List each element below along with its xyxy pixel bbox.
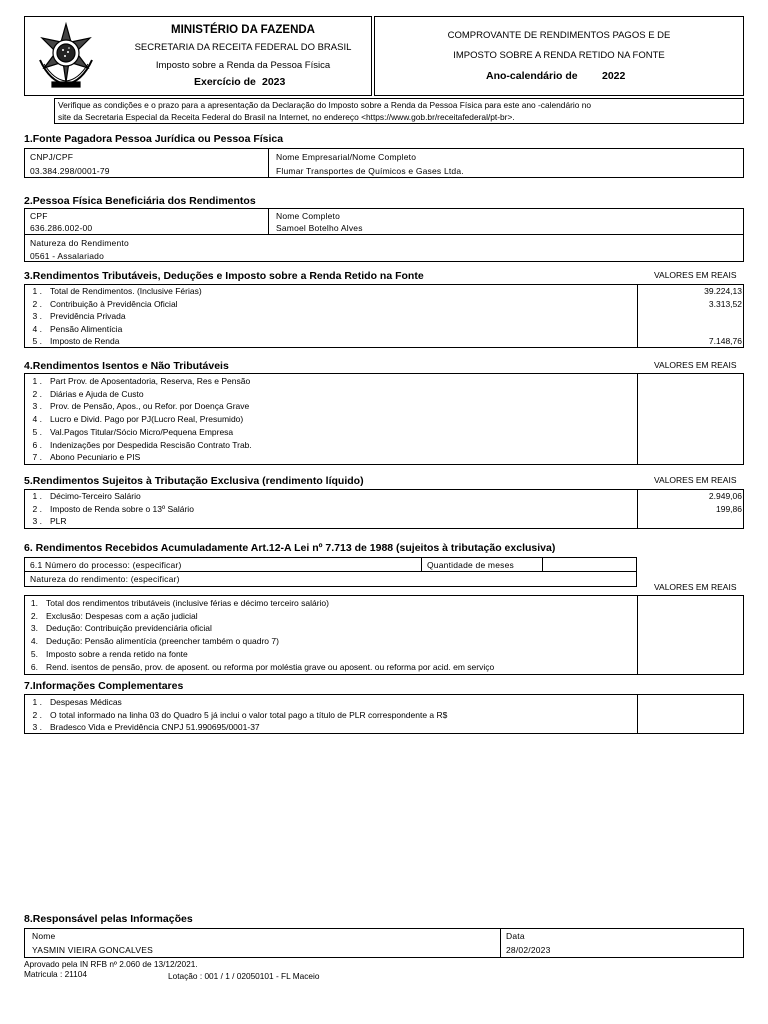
row-number: 2 . (32, 388, 42, 399)
row-label: Rend. isentos de pensão, prov. de aposent. ou reforma por moléstia grave ou aposent. ou reforma por acid. em serviço (46, 661, 495, 672)
row-amount: 3.313,52 (708, 298, 742, 309)
beneficiary-name-value: Samoel Botelho Alves (276, 223, 363, 233)
exempt-income-row (24, 427, 233, 440)
exempt-income-row (24, 414, 243, 427)
location-note: Lotação : 001 / 1 / 02050101 - FL Maceio (168, 971, 320, 981)
row-number: 6. (30, 661, 38, 672)
row-label: Prov. de Pensão, Apos., ou Refor. por Doença Grave (50, 401, 250, 412)
ministry-title: MINISTÉRIO DA FAZENDA (171, 24, 315, 36)
calendar-year: 2022 (602, 70, 626, 82)
section-7-divider (637, 694, 638, 734)
row-number: 5. (30, 648, 38, 659)
row-label: Imposto de Renda sobre o 13º Salário (50, 503, 194, 514)
cnpj-label: CNPJ/CPF (30, 152, 74, 162)
months-label: Quantidade de meses (427, 560, 514, 570)
row-label: Abono Pecuniario e PIS (50, 452, 141, 463)
section-1-title: 1.Fonte Pagadora Pessoa Jurídica ou Pessoa Física (24, 133, 284, 145)
cpf-value: 636.286.002-00 (30, 223, 93, 233)
row-number: 2. (30, 610, 38, 621)
exercise-label: Exercício de (194, 76, 256, 88)
row-number: 5 . (32, 426, 42, 437)
section-3-title: 3.Rendimentos Tributáveis, Deduções e Imposto sobre a Renda Retido na Fonte (24, 270, 424, 282)
section-6-months-divider-1 (421, 557, 422, 571)
section-7-title: 7.Informações Complementares (24, 680, 184, 692)
row-number: 6 . (32, 439, 42, 450)
notice-line-1: Verifique as condições e o prazo para a apresentação da Declaração do Imposto sobre a Renda da Pessoa Física para este ano -calendário no (58, 100, 592, 110)
nature-label: Natureza do Rendimento (30, 238, 129, 248)
row-number: 4. (30, 636, 38, 647)
section-4-values-label: VALORES EM REAIS (654, 360, 737, 370)
company-name-value: Flumar Transportes de Químicos e Gases Ltda. (276, 166, 464, 176)
taxable-income-row (24, 299, 178, 312)
coat-of-arms-icon (30, 20, 102, 92)
date-label: Data (506, 931, 525, 941)
process-number-label: 6.1 Número do processo: (especificar) (30, 560, 182, 570)
section-8-title: 8.Responsável pelas Informações (24, 913, 193, 925)
row-label: Bradesco Vida e Previdência CNPJ 51.990695/0001-37 (50, 722, 260, 732)
row-number: 4 . (32, 414, 42, 425)
calendar-label: Ano-calendário de (486, 70, 578, 82)
section-2-row-divider (24, 234, 744, 235)
row-amount: 199,86 (716, 503, 742, 514)
exercise-year: 2023 (262, 76, 286, 88)
row-label: Total de Rendimentos. (Inclusive Férias) (50, 286, 202, 296)
exempt-income-row (24, 401, 249, 414)
row-number: 1. (30, 598, 38, 608)
row-label: Contribuição à Previdência Oficial (50, 298, 178, 309)
exclusive-tax-row (24, 504, 194, 517)
doc-title-line-1: COMPROVANTE DE RENDIMENTOS PAGOS E DE (447, 30, 671, 41)
row-number: 5 . (32, 336, 42, 346)
cpf-label: CPF (30, 211, 48, 221)
accumulated-income-row (20, 636, 279, 649)
exempt-income-row (24, 452, 140, 465)
row-label: Exclusão: Despesas com a ação judicial (46, 610, 198, 621)
accumulated-income-row (20, 623, 212, 636)
row-number: 1 . (32, 697, 42, 707)
complementary-info-row (24, 722, 260, 735)
complementary-info-row (24, 710, 447, 723)
section-6-months-divider-2 (542, 557, 543, 571)
row-label: Pensão Alimentícia (50, 323, 123, 334)
row-label: Indenizações por Despedida Rescisão Contrato Trab. (50, 439, 252, 450)
section-2-divider (268, 208, 269, 234)
section-2-title: 2.Pessoa Física Beneficiária dos Rendimentos (24, 195, 256, 207)
section-4-title: 4.Rendimentos Isentos e Não Tributáveis (24, 360, 229, 372)
row-number: 1 . (32, 376, 42, 386)
cnpj-value: 03.384.298/0001-79 (30, 166, 110, 176)
row-label: Lucro e Divid. Pago por PJ(Lucro Real, Presumido) (50, 414, 244, 425)
exempt-income-row (24, 376, 250, 389)
section-4-divider (637, 373, 638, 465)
doc-title-line-2: IMPOSTO SOBRE A RENDA RETIDO NA FONTE (453, 50, 665, 61)
row-label: Val.Pagos Titular/Sócio Micro/Pequena Empresa (50, 426, 234, 437)
company-name-label: Nome Empresarial/Nome Completo (276, 152, 417, 162)
row-label: Previdência Privada (50, 311, 126, 321)
row-label: Despesas Médicas (50, 697, 122, 707)
row-number: 2 . (32, 503, 42, 514)
row-amount: 2.949,06 (708, 491, 742, 501)
row-label: Part Prov. de Aposentadoria, Reserva, Res e Pensão (50, 376, 251, 386)
responsible-name-label: Nome (32, 931, 56, 941)
tax-name: Imposto sobre a Renda da Pessoa Física (155, 60, 331, 71)
section-3-divider (637, 284, 638, 348)
taxable-income-row (24, 311, 126, 324)
accumulated-nature-label: Natureza do rendimento: (especificar) (30, 574, 180, 584)
section-5-values-label: VALORES EM REAIS (654, 475, 737, 485)
notice-line-2: site da Secretaria Especial da Receita Federal do Brasil na Internet, no endereço <https://www.gob.br/receitafederal/pt-br>. (58, 112, 515, 122)
row-number: 3 . (32, 401, 42, 412)
section-1-divider (268, 148, 269, 178)
row-amount: 39.224,13 (704, 286, 742, 296)
row-number: 3 . (32, 311, 42, 321)
row-number: 2 . (32, 298, 42, 309)
row-number: 3 . (32, 516, 42, 526)
taxable-income-row (24, 286, 202, 299)
section-5-title: 5.Rendimentos Sujeitos à Tributação Exclusiva (rendimento líquido) (24, 475, 364, 487)
row-number: 1 . (32, 286, 42, 296)
row-number: 4 . (32, 323, 42, 334)
section-2-box (24, 208, 744, 262)
section-6-values-label: VALORES EM REAIS (654, 582, 737, 592)
taxable-income-row (24, 336, 119, 349)
beneficiary-name-label: Nome Completo (276, 211, 341, 221)
exempt-income-row (24, 440, 252, 453)
section-6-process-divider (24, 571, 637, 572)
row-number: 3. (30, 623, 38, 634)
row-label: Dedução: Contribuição previdenciária oficial (46, 623, 212, 634)
section-6-title: 6. Rendimentos Recebidos Acumuladamente Art.12-A Lei nº 7.713 de 1988 (sujeitos à tributação exclusiva) (24, 542, 556, 554)
taxable-income-row (24, 324, 122, 337)
section-8-divider (500, 928, 501, 958)
approval-note: Aprovado pela IN RFB nº 2.060 de 13/12/2021. (24, 959, 198, 969)
exclusive-tax-row (24, 516, 67, 529)
accumulated-income-row (20, 662, 494, 675)
row-amount: 7.148,76 (708, 336, 742, 346)
exempt-income-row (24, 389, 144, 402)
exclusive-tax-row (24, 491, 141, 504)
nature-value: 0561 - Assalariado (30, 251, 105, 261)
secretariat-name: SECRETARIA DA RECEITA FEDERAL DO BRASIL (134, 42, 352, 53)
row-number: 2 . (32, 709, 42, 720)
row-label: Total dos rendimentos tributáveis (inclusive férias e décimo terceiro salário) (46, 598, 329, 608)
row-number: 1 . (32, 491, 42, 501)
row-label: Imposto sobre a renda retido na fonte (46, 648, 188, 659)
accumulated-income-row (20, 611, 198, 624)
section-6-divider (637, 595, 638, 675)
row-label: PLR (50, 516, 67, 526)
section-5-divider (637, 489, 638, 529)
row-label: Diárias e Ajuda de Custo (50, 388, 144, 399)
row-number: 7 . (32, 452, 42, 463)
section-3-values-label: VALORES EM REAIS (654, 270, 737, 280)
accumulated-income-row (20, 649, 188, 662)
row-label: Dedução: Pensão alimentícia (preencher também o quadro 7) (46, 636, 279, 647)
responsible-name-value: YASMIN VIEIRA GONCALVES (32, 945, 153, 955)
registration-note: Matricula : 21104 (24, 969, 88, 979)
date-value: 28/02/2023 (506, 945, 551, 955)
row-label: O total informado na linha 03 do Quadro 5 já inclui o valor total pago a título de PLR correspondente a R$ (50, 709, 448, 720)
row-label: Imposto de Renda (50, 336, 120, 346)
complementary-info-row (24, 697, 122, 710)
row-number: 3 . (32, 722, 42, 732)
row-label: Décimo-Terceiro Salário (50, 491, 141, 501)
accumulated-income-row (20, 598, 329, 611)
